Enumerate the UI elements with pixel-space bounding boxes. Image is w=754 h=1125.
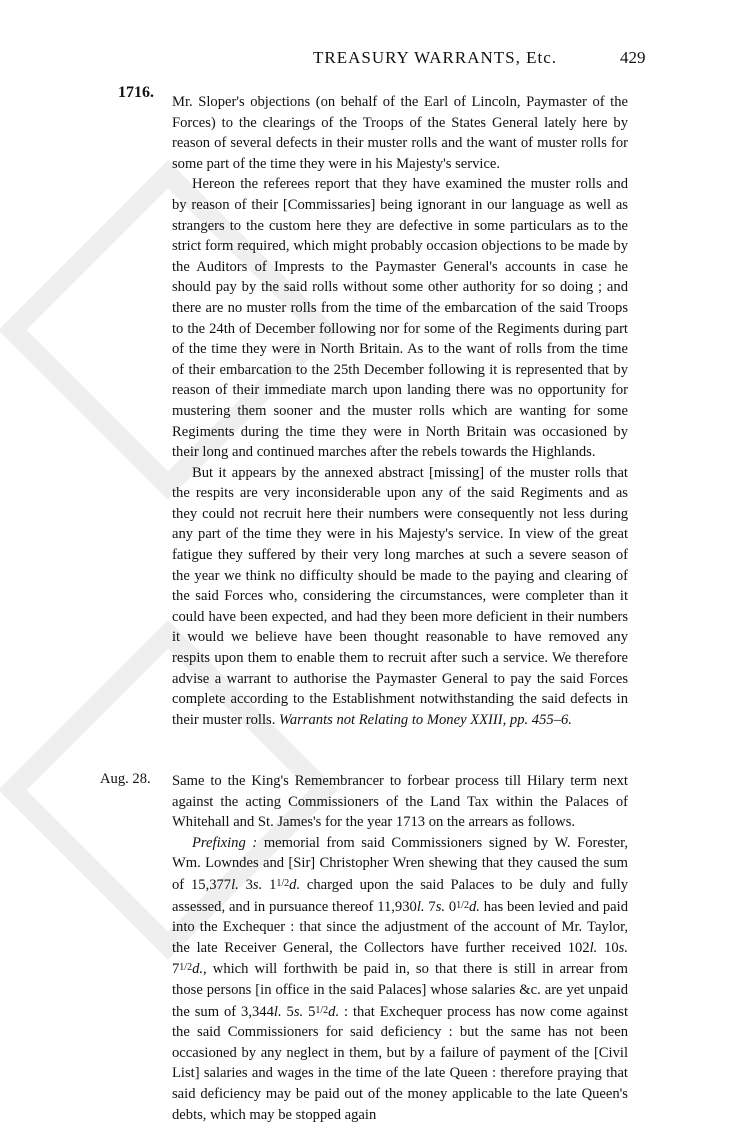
paragraph-advice: But it appears by the annexed abstract [missing] of the muster rolls that the respits are very inconsiderable upon any of the said Regiments and as they could not recruit here their numbers were consequently not less during any part of the time they were in his Majesty's service. In view of the great fatigue they suffered by their very long marches at such a severe season of the year we think no difficulty should be made to the paying and clearing of the said Forces who, considering the circumstances, were completer than it could have been expected, and had they been more deficient in their numbers it would we believe have been thought reasonable to have removed any respits upon them to enable them to recruit after such a service. We therefore advise a warrant to authorise the Paymaster General to pay the said Forces complete according to the Establishment notwithstanding the said defects in their muster rolls. Warrants not Relating to Money XXIII, pp. 455–6. (172, 464, 628, 728)
entry-date: Aug. 28. (100, 771, 151, 787)
citation: Warrants not Relating to Money XXIII, pp. 455–6. (279, 711, 572, 728)
paragraph-memorial: Prefixing : memorial from said Commissioners signed by W. Forester, Wm. Lowndes and [Sir] Christopher Wren shewing that they caused the sum of 15,377l. 3s. $1^{1/2}d$. charged upon the said Palaces to be duly and fully assessed, and in pursuance thereof 11,930l. 7s. $0^{1/2}d$. has been levied and paid into the Exchequer : that since the adjustment of the account of Mr. Taylor, the late Receiver General, the Collectors have further received 102l. 10s. $7^{1/2}d$., which will forthwith be paid in, so that there is still in arrear from those persons [in office in the said Palaces] whose salaries &c. are yet unpaid the sum of 3,344l. 5s. $5^{1/2}d$. : that Exchequer process has now come against the said Commissioners for said deficiency : but the same has not been occasioned by any neglect in them, but by a failure of payment of the [Civil List] salaries and wages in the time of the late Queen : therefore praying that said deficiency may be paid out of the money applicable to the late Queen's debts, which may be stopped again (172, 834, 629, 1123)
paragraph-referees-report: Hereon the referees report that they have examined the muster rolls and by reason of their [Commissaries] being ignorant in our language as well as strangers to the custom here they are defective in some particulars as to the strict form required, which might probably occasion objections to be made by the Auditors of Imprests to the Paymaster General's accounts in case he should pay by the said rolls without some other authority for so doing ; and there are no muster rolls from the time of the embarcation of the said Troops to the 24th of December following nor for some of the Regiments during part of the time they were in North Britain. As to the want of rolls from the time of their embarcation to the 25th December following it is represented that by reason of their immediate march upon landing there was no opportunity for mustering them sooner and the muster rolls which are wanting for some Regiments during the time they were in North Britain was occasioned by their long and continued marches after the rebels towards the Highlands. (172, 176, 628, 461)
entry-sloper-objections (172, 92, 628, 730)
entry-kings-remembrancer (172, 771, 628, 1125)
paragraph-objections: Mr. Sloper's objections (on behalf of the Earl of Lincoln, Paymaster of the Forces) to the clearings of the Troops of the States General lately here by reason of several defects in their muster rolls and the want of muster rolls for some part of the time they were in his Majesty's service. (172, 94, 628, 172)
paragraph-intro: Same to the King's Remembrancer to forbear process till Hilary term next against the acting Commissioners of the Land Tax within the Palaces of Whitehall and St. James's for the year 1713 on the arrears as follows. (172, 773, 628, 831)
prefix-label: Prefixing : (192, 834, 258, 851)
running-title: TREASURY WARRANTS, Etc. (312, 48, 558, 67)
page-number: 429 (620, 48, 646, 67)
year-marker: 1716. (118, 84, 154, 101)
